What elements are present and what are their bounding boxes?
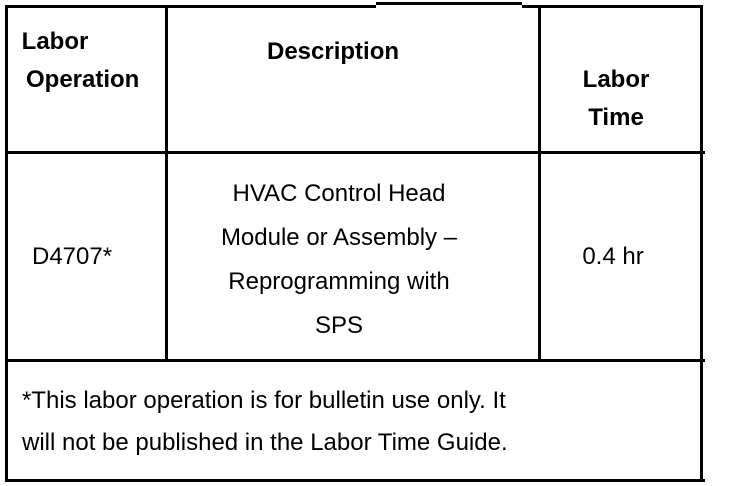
footnote-divider <box>5 359 705 362</box>
header-description: Description <box>266 38 400 65</box>
header-labor-time-line2: Time <box>588 104 644 131</box>
header-labor-time-line1: Labor <box>582 66 650 93</box>
cell-description-line1: HVAC Control Head <box>232 180 446 207</box>
header-labor-operation <box>21 23 140 99</box>
header-labor-time <box>541 61 691 137</box>
cell-labor-operation: D4707* <box>32 243 113 270</box>
column-divider-2 <box>538 5 541 362</box>
table-border-bottom <box>5 479 705 482</box>
table-border-top-right <box>522 5 703 8</box>
table-border-right <box>700 5 703 482</box>
cell-description-line4: SPS <box>314 312 364 339</box>
footnote <box>22 380 508 464</box>
cell-description <box>168 172 510 348</box>
header-labor-operation-line1: Labor <box>21 28 89 55</box>
header-divider <box>5 151 705 154</box>
table-border-top-mid <box>376 2 522 5</box>
table-border-top-left <box>5 5 376 8</box>
footnote-line2: will not be published in the Labor Time Guide. <box>22 429 508 456</box>
cell-description-line3: Reprogramming with <box>228 268 450 295</box>
footnote-line1: *This labor operation is for bulletin use only. It <box>22 387 506 414</box>
cell-labor-time: 0.4 hr <box>582 243 644 270</box>
table-border-left <box>5 5 8 482</box>
header-labor-operation-line2: Operation <box>26 66 140 93</box>
cell-description-line2: Module or Assembly – <box>220 224 458 251</box>
